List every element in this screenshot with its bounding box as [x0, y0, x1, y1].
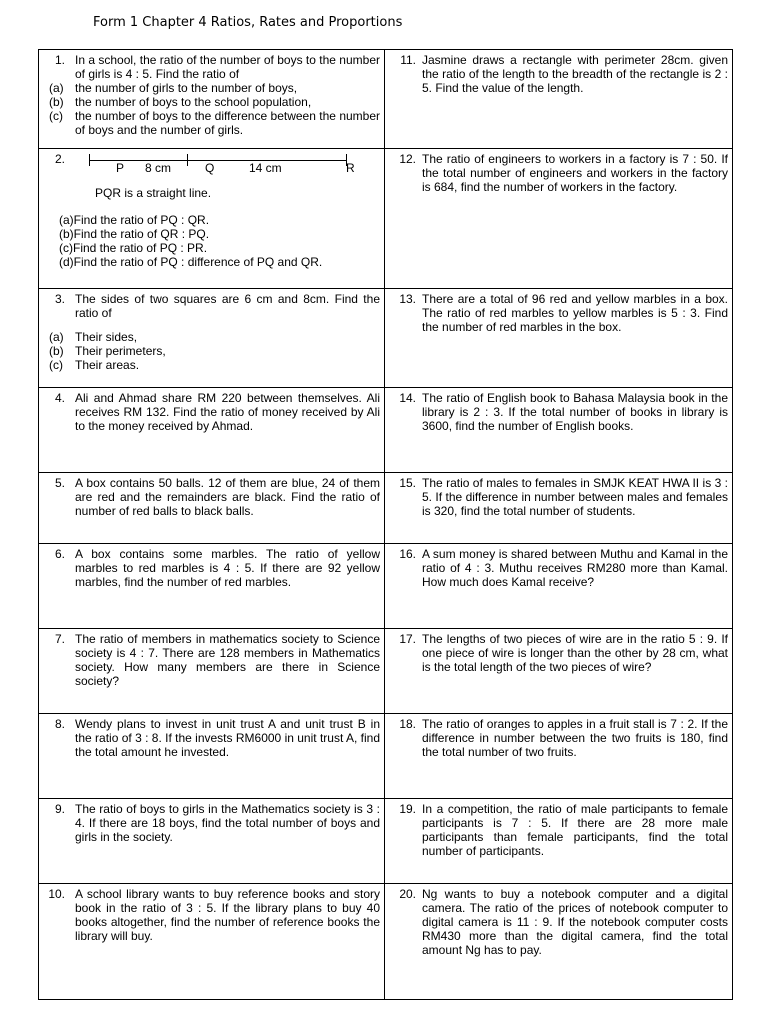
- question-number: 2.: [54, 152, 65, 166]
- table-row: [39, 289, 733, 388]
- question-18: [385, 717, 728, 759]
- question-number: 5.: [54, 476, 65, 490]
- question-text: A box contains some marbles. The ratio of yellow marbles to red marbles is 4 : 5. If there are 92 yellow marbles, find the number of red marbles.: [75, 547, 380, 589]
- question-1: [39, 53, 380, 81]
- question-12: [385, 152, 728, 194]
- question-part: [39, 358, 380, 372]
- question-cell-12: [385, 149, 733, 289]
- question-number: 3.: [54, 292, 65, 306]
- question-cell-14: [385, 388, 733, 473]
- question-cell-4: [39, 388, 385, 473]
- question-cell-10: [39, 884, 385, 1000]
- label-p: P: [116, 161, 125, 175]
- table-row: [39, 544, 733, 629]
- question-number: 7.: [54, 632, 65, 646]
- question-text: There are a total of 96 red and yellow marbles in a box. The ratio of red marbles to yellow marbles is 5 : 3. Find the number of red marbles in the box.: [422, 292, 728, 334]
- question-13: [385, 292, 728, 334]
- question-14: [385, 391, 728, 433]
- question-number: 8.: [54, 717, 65, 731]
- label-q: Q: [205, 161, 215, 175]
- question-part: [39, 330, 380, 344]
- question-text: A school library wants to buy reference books and story book in the ratio of 3 : 5. If the library plans to buy 40 books altogether, find the number of reference books the library will buy.: [75, 887, 380, 943]
- part-text: the number of boys to the school population,: [75, 95, 312, 109]
- table-row: [39, 799, 733, 884]
- part-text: the number of boys to the difference between the number of boys and the number of girls.: [75, 109, 380, 137]
- label-qr-length: 14 cm: [249, 161, 282, 175]
- question-text: Jasmine draws a rectangle with perimeter 28cm. given the ratio of the length to the breadth of the rectangle is 2 : 5. Find the value of the length.: [422, 53, 728, 95]
- question-part: [39, 81, 380, 95]
- question-stem: The sides of two squares are 6 cm and 8cm. Find the ratio of: [75, 292, 380, 320]
- part-label: (c): [59, 241, 73, 255]
- question-number: 11.: [400, 53, 416, 67]
- question-part: [39, 213, 380, 227]
- question-5: [39, 476, 380, 518]
- part-text: the number of girls to the number of boys,: [75, 81, 298, 95]
- diagram-note: PQR is a straight line.: [95, 186, 212, 200]
- question-cell-13: [385, 289, 733, 388]
- question-text: A sum money is shared between Muthu and Kamal in the ratio of 4 : 3. Muthu receives RM280 more than Kamal. How much does Kamal receive?: [422, 547, 728, 589]
- question-text: The lengths of two pieces of wire are in the ratio 5 : 9. If one piece of wire is longer than the other by 28 cm, what is the total length of the two pieces of wire?: [422, 632, 728, 674]
- table-row: [39, 388, 733, 473]
- label-pq-length: 8 cm: [145, 161, 172, 175]
- question-cell-3: [39, 289, 385, 388]
- question-number: 4.: [54, 391, 65, 405]
- question-part: [39, 227, 380, 241]
- question-text: Ali and Ahmad share RM 220 between themselves. Ali receives RM 132. Find the ratio of money received by Ali to the money received by Ahmad.: [75, 391, 380, 433]
- question-part: [39, 241, 380, 255]
- tick-p: [89, 154, 90, 166]
- question-11: [385, 53, 728, 95]
- question-stem: In a school, the ratio of the number of boys to the number of girls is 4 : 5. Find the ratio of: [75, 53, 380, 81]
- question-cell-18: [385, 714, 733, 799]
- part-label: (b): [49, 95, 64, 109]
- question-number: 6.: [54, 547, 65, 561]
- part-text: Their sides,: [75, 330, 138, 344]
- question-text: The ratio of engineers to workers in a factory is 7 : 50. If the total number of engineers and workers in the factory is 684, find the number of workers in the factory.: [422, 152, 728, 194]
- part-text: Find the ratio of QR : PQ.: [73, 227, 210, 241]
- question-cell-1: [39, 50, 385, 149]
- question-cell-17: [385, 629, 733, 714]
- question-text: In a competition, the ratio of male participants to female participants is 7 : 5. If there are 28 more male participants than female participants, find the total number of participants.: [422, 802, 728, 858]
- question-cell-9: [39, 799, 385, 884]
- part-label: (b): [49, 344, 64, 358]
- question-16: [385, 547, 728, 589]
- table-row: [39, 149, 733, 289]
- table-row: [39, 884, 733, 1000]
- part-label: (b): [59, 227, 74, 241]
- part-label: (c): [49, 358, 63, 372]
- question-number: 16.: [399, 547, 416, 561]
- question-cell-15: [385, 473, 733, 544]
- question-number: 10.: [48, 887, 65, 901]
- label-r: R: [346, 161, 355, 175]
- question-number: 14.: [399, 391, 416, 405]
- question-number: 19.: [399, 802, 416, 816]
- question-cell-11: [385, 50, 733, 149]
- question-part: [39, 255, 380, 269]
- question-4: [39, 391, 380, 433]
- question-number: 9.: [54, 802, 65, 816]
- question-2: [39, 152, 380, 182]
- table-row: [39, 50, 733, 149]
- question-cell-8: [39, 714, 385, 799]
- page-title: Form 1 Chapter 4 Ratios, Rates and Proportions: [93, 15, 403, 30]
- question-part: [39, 95, 380, 109]
- part-text: Find the ratio of PQ : PR.: [73, 241, 208, 255]
- part-label: (a): [59, 213, 74, 227]
- question-text: The ratio of boys to girls in the Mathematics society is 3 : 4. If there are 18 boys, find the total number of boys and girls in the society.: [75, 802, 380, 844]
- question-number: 17.: [399, 632, 416, 646]
- question-text: Wendy plans to invest in unit trust A and unit trust B in the ratio of 3 : 8. If the invests RM6000 in unit trust A, find the total amount he invested.: [75, 717, 380, 759]
- question-cell-6: [39, 544, 385, 629]
- question-number: 15.: [399, 476, 416, 490]
- question-number: 18.: [399, 717, 416, 731]
- question-text: The ratio of males to females in SMJK KEAT HWA II is 3 : 5. If the difference in number between males and females is 320, find the total number of students.: [422, 476, 728, 518]
- tick-q: [187, 154, 188, 166]
- question-text: Ng wants to buy a notebook computer and a digital camera. The ratio of the prices of notebook computer to digital camera is 11 : 9. If the notebook computer costs RM430 more than the digital camera, find the total amount Ng has to pay.: [422, 887, 728, 957]
- question-3: [39, 292, 380, 320]
- question-number: 13.: [399, 292, 416, 306]
- question-cell-16: [385, 544, 733, 629]
- question-8: [39, 717, 380, 759]
- question-10: [39, 887, 380, 943]
- question-15: [385, 476, 728, 518]
- part-text: Their areas.: [75, 358, 140, 372]
- question-cell-19: [385, 799, 733, 884]
- part-text: Their perimeters,: [75, 344, 166, 358]
- question-cell-7: [39, 629, 385, 714]
- question-text: A box contains 50 balls. 12 of them are blue, 24 of them are red and the remainders are black. Find the ratio of number of red balls to black balls.: [75, 476, 380, 518]
- part-text: Find the ratio of PQ : QR.: [73, 213, 210, 227]
- table-row: [39, 629, 733, 714]
- question-cell-2: [39, 149, 385, 289]
- table-row: [39, 473, 733, 544]
- question-text: The ratio of English book to Bahasa Malaysia book in the library is 2 : 3. If the total number of books in library is 3600, find the number of English books.: [422, 391, 728, 433]
- part-label: (a): [49, 81, 64, 95]
- part-label: (a): [49, 330, 64, 344]
- question-text: The ratio of members in mathematics society to Science society is 4 : 7. There are 128 members in Mathematics society. How many members are there in Science society?: [75, 632, 380, 688]
- question-cell-20: [385, 884, 733, 1000]
- table-row: [39, 714, 733, 799]
- part-label: (c): [49, 109, 63, 123]
- question-number: 20.: [399, 887, 416, 901]
- question-6: [39, 547, 380, 589]
- question-7: [39, 632, 380, 688]
- question-19: [385, 802, 728, 858]
- question-cell-5: [39, 473, 385, 544]
- question-17: [385, 632, 728, 674]
- line-pqr: [89, 160, 347, 161]
- part-label: (d): [59, 255, 74, 269]
- question-part: [39, 109, 380, 137]
- question-part: [39, 344, 380, 358]
- question-text: The ratio of oranges to apples in a fruit stall is 7 : 2. If the difference in number between the two fruits is 180, find the total number of two fruits.: [422, 717, 728, 759]
- question-table: [38, 49, 733, 1000]
- question-9: [39, 802, 380, 844]
- part-text: Find the ratio of PQ : difference of PQ and QR.: [73, 255, 323, 269]
- question-20: [385, 887, 728, 957]
- question-number: 1.: [54, 53, 65, 67]
- question-number: 12.: [399, 152, 416, 166]
